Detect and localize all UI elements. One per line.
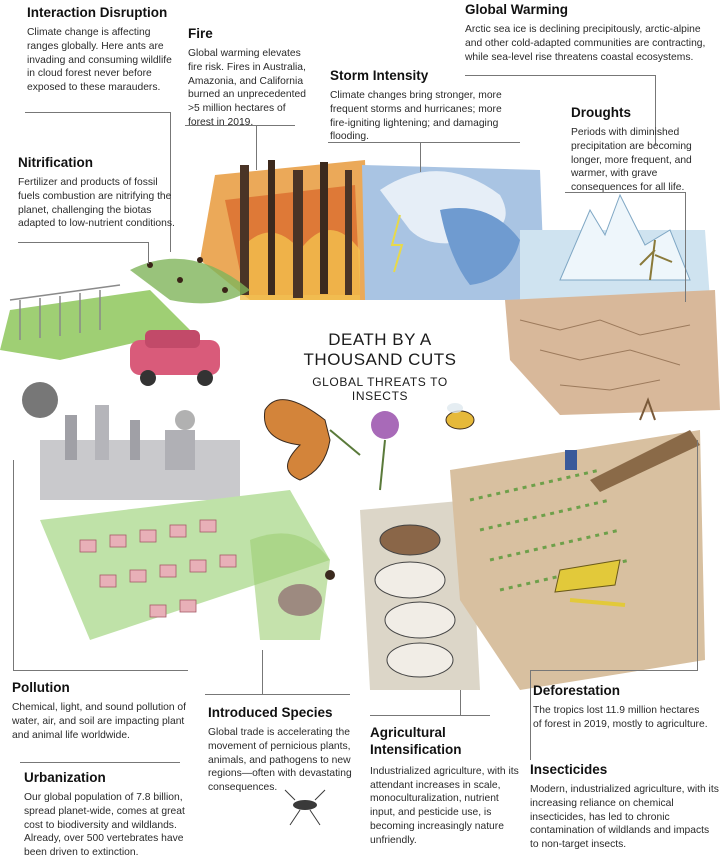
pollution-leader-h xyxy=(13,670,188,671)
insecticides-leader-v xyxy=(530,670,531,760)
storm-intensity-title: Storm Intensity xyxy=(330,68,429,83)
fire-block xyxy=(188,26,310,130)
interaction-disruption-title: Interaction Disruption xyxy=(27,5,168,20)
agricultural-intensification-block xyxy=(370,725,522,848)
main-subtitle: GLOBAL THREATS TO INSECTS xyxy=(312,375,448,404)
storm-intensity-text: Climate changes bring stronger, more frequent storms and hurricanes; more fire-igniting lightening; and damaging flooding. xyxy=(330,90,502,143)
pollution-block xyxy=(12,680,197,742)
fields-illustration xyxy=(450,400,705,690)
factory-illustration xyxy=(40,405,240,500)
insecticides-title: Insecticides xyxy=(530,762,608,777)
droughts-block xyxy=(571,105,711,195)
introduced-species-block xyxy=(208,705,358,795)
agricultural-leader-h xyxy=(370,715,490,716)
urbanization-leader-h xyxy=(20,762,180,763)
fire-leader-v xyxy=(256,125,257,170)
nitrification-title: Nitrification xyxy=(18,155,94,170)
nitrification-block xyxy=(18,155,178,231)
pollution-title: Pollution xyxy=(12,680,70,695)
deforestation-block xyxy=(533,683,708,732)
global-warming-block xyxy=(465,2,710,64)
deforestation-title: Deforestation xyxy=(533,683,621,698)
urbanization-title: Urbanization xyxy=(24,770,106,785)
pollution-text: Chemical, light, and sound pollution of water, air, and soil are impacting plant and animal life worldwide. xyxy=(12,702,187,741)
fire-title: Fire xyxy=(188,26,213,41)
interaction-disruption-leader-h xyxy=(25,112,170,113)
global-warming-title: Global Warming xyxy=(465,2,569,17)
bug-illustration xyxy=(285,790,325,825)
introduced-species-title: Introduced Species xyxy=(208,705,333,720)
introduced-species-leader-h xyxy=(205,694,350,695)
agricultural-intensification-title: Agricultural Intensification xyxy=(370,725,462,757)
main-title-line1: DEATH BY A xyxy=(328,330,432,349)
pollution-leader-v xyxy=(13,460,14,670)
urbanization-text: Our global population of 7.8 billion, spread planet-wide, comes at great cost to biodiversity and wildlands. Already, over 500 vertebrates have been driven to extinction. xyxy=(24,792,185,859)
droughts-text: Periods with diminished precipitation are becoming longer, more frequent, and warmer, with grave consequences for all life. xyxy=(571,127,692,194)
deforestation-leader-h xyxy=(530,670,698,671)
butterfly-illustration xyxy=(264,400,399,490)
interaction-disruption-block xyxy=(27,5,177,95)
fire-text: Global warming elevates fire risk. Fires in Australia, Amazonia, and California burned an unprecedented >5 million hectares of forest in 2019. xyxy=(188,48,306,128)
introduced-species-text: Global trade is accelerating the movement of pernicious plants, animals, and pathogens to new regions—often with devastating consequences. xyxy=(208,727,352,794)
insecticides-block xyxy=(530,762,720,852)
storm-illustration xyxy=(362,165,545,300)
nitrification-leader-v xyxy=(148,242,149,264)
bee-illustration xyxy=(446,403,474,429)
droughts-title: Droughts xyxy=(571,105,631,120)
insecticides-text: Modern, industrialized agriculture, with its increasing reliance on chemical insecticides, has led to chronic contamination of wildlands and impacts to non-target insects. xyxy=(530,784,719,851)
droughts-leader-v xyxy=(685,192,686,302)
deforestation-leader-v xyxy=(697,440,698,670)
agricultural-intensification-text: Industrialized agriculture, with its attendant increases in scale, monoculturalization, nutrient input, and pesticide use, is becoming increasingly nature unfriendly. xyxy=(370,765,519,846)
introduced-species-leader-v xyxy=(262,650,263,694)
main-title-line2: THOUSAND CUTS xyxy=(303,349,457,369)
storm-leader-v xyxy=(420,142,421,172)
nitrification-leader-h xyxy=(18,242,148,243)
interaction-disruption-text: Climate change is affecting ranges globally. Here ants are invading and consuming wildlife in cloud forest never before exposed to these marauders. xyxy=(27,27,172,94)
storm-intensity-block xyxy=(330,68,515,144)
deforestation-text: The tropics lost 11.9 million hectares of forest in 2019, mostly to agriculture. xyxy=(533,705,708,730)
agricultural-leader-v xyxy=(460,690,461,715)
center-title-block xyxy=(285,330,475,403)
nitrification-text: Fertilizer and products of fossil fuels combustion are nitrifying the planet, challenging the biotas adapted to low-nutrient conditions. xyxy=(18,177,175,230)
lawn-car-illustration xyxy=(0,285,220,418)
iceberg-illustration xyxy=(520,195,710,300)
urbanization-block xyxy=(24,770,199,860)
global-warming-text: Arctic sea ice is declining precipitously, arctic-alpine and other cold-adapted communities are contracting, while sea-level rise threatens coastal ecosystems. xyxy=(465,24,706,63)
